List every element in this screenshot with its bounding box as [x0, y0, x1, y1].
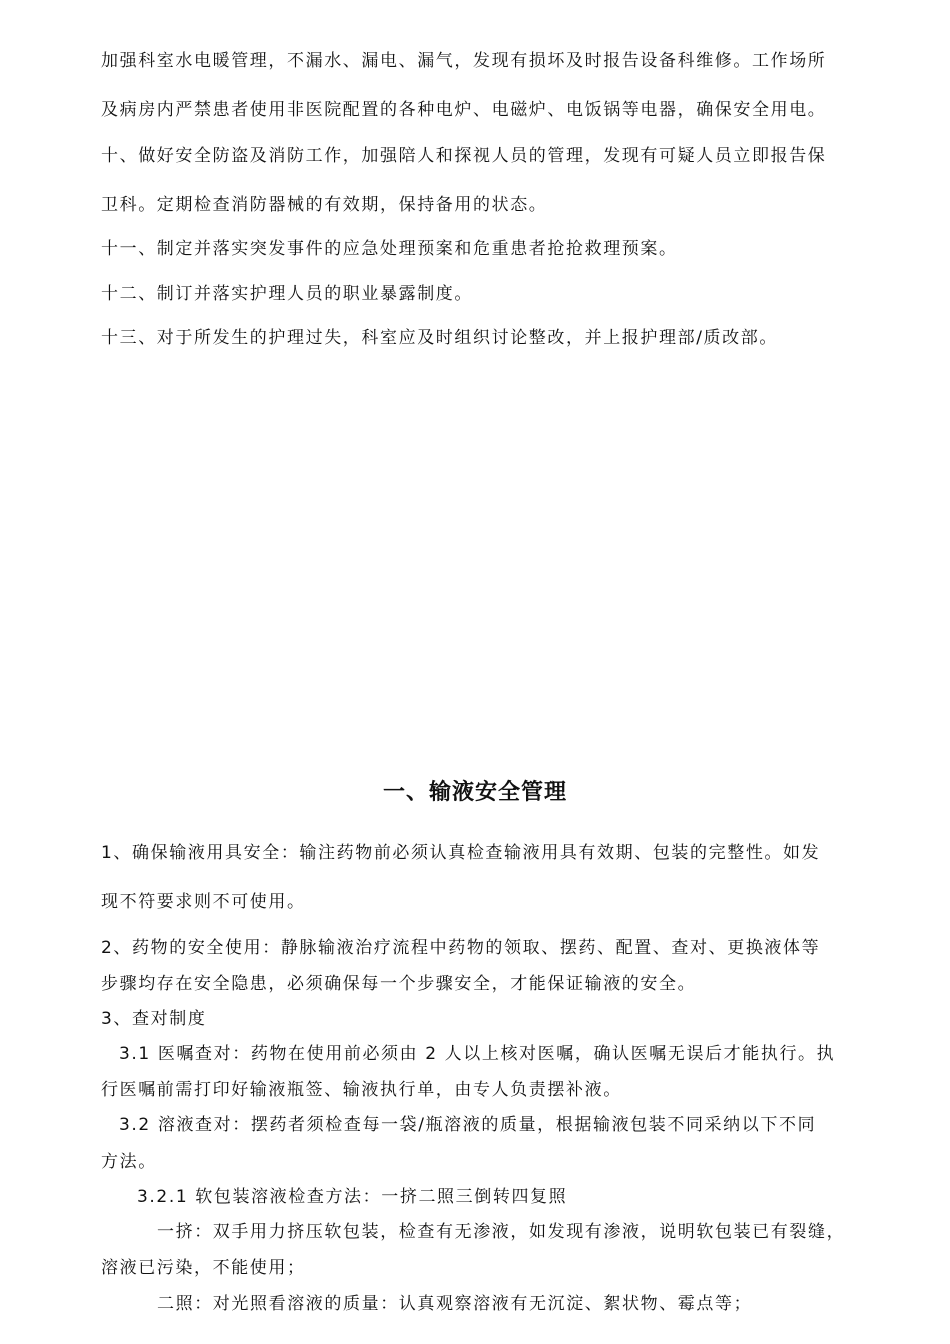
text-line: 3.1 医嘱查对：药物在使用前必须由 2 人以上核对医嘱，确认医嘱无误后才能执行。执	[119, 1044, 836, 1064]
text-line: 3、查对制度	[101, 1009, 207, 1029]
text-line: 二照：对光照看溶液的质量：认真观察溶液有无沉淀、絮状物、霉点等；	[157, 1294, 753, 1314]
text-line: 步骤均存在安全隐患，必须确保每一个步骤安全，才能保证输液的安全。	[101, 974, 697, 994]
text-line: 现不符要求则不可使用。	[101, 892, 306, 912]
text-line: 及病房内严禁患者使用非医院配置的各种电炉、电磁炉、电饭锅等电器，确保安全用电。	[101, 100, 827, 120]
text-line: 十一、制定并落实突发事件的应急处理预案和危重患者抢抢救理预案。	[101, 239, 678, 259]
text-line: 1、确保输液用具安全：输注药物前必须认真检查输液用具有效期、包装的完整性。如发	[101, 843, 821, 863]
section-title: 一、输液安全管理	[382, 779, 567, 805]
text-line: 溶液已污染，不能使用；	[101, 1258, 306, 1278]
text-line: 2、药物的安全使用：静脉输液治疗流程中药物的领取、摆药、配置、查对、更换液体等	[101, 938, 821, 958]
text-line: 卫科。定期检查消防器械的有效期，保持备用的状态。	[101, 195, 548, 215]
text-line: 十、做好安全防盗及消防工作，加强陪人和探视人员的管理，发现有可疑人员立即报告保	[101, 146, 827, 166]
text-line: 3.2 溶液查对：摆药者须检查每一袋/瓶溶液的质量，根据输液包装不同采纳以下不同	[119, 1115, 817, 1135]
text-line: 一挤：双手用力挤压软包装，检查有无渗液，如发现有渗液，说明软包装已有裂缝，	[157, 1222, 846, 1242]
text-line: 十三、对于所发生的护理过失，科室应及时组织讨论整改，并上报护理部/质改部。	[101, 328, 778, 348]
text-line: 加强科室水电暖管理，不漏水、漏电、漏气，发现有损坏及时报告设备科维修。工作场所	[101, 51, 827, 71]
text-line: 3.2.1 软包装溶液检查方法：一挤二照三倒转四复照	[137, 1187, 568, 1207]
text-line: 十二、制订并落实护理人员的职业暴露制度。	[101, 284, 473, 304]
text-line: 行医嘱前需打印好输液瓶签、输液执行单，由专人负责摆补液。	[101, 1080, 622, 1100]
text-line: 方法。	[101, 1152, 157, 1172]
